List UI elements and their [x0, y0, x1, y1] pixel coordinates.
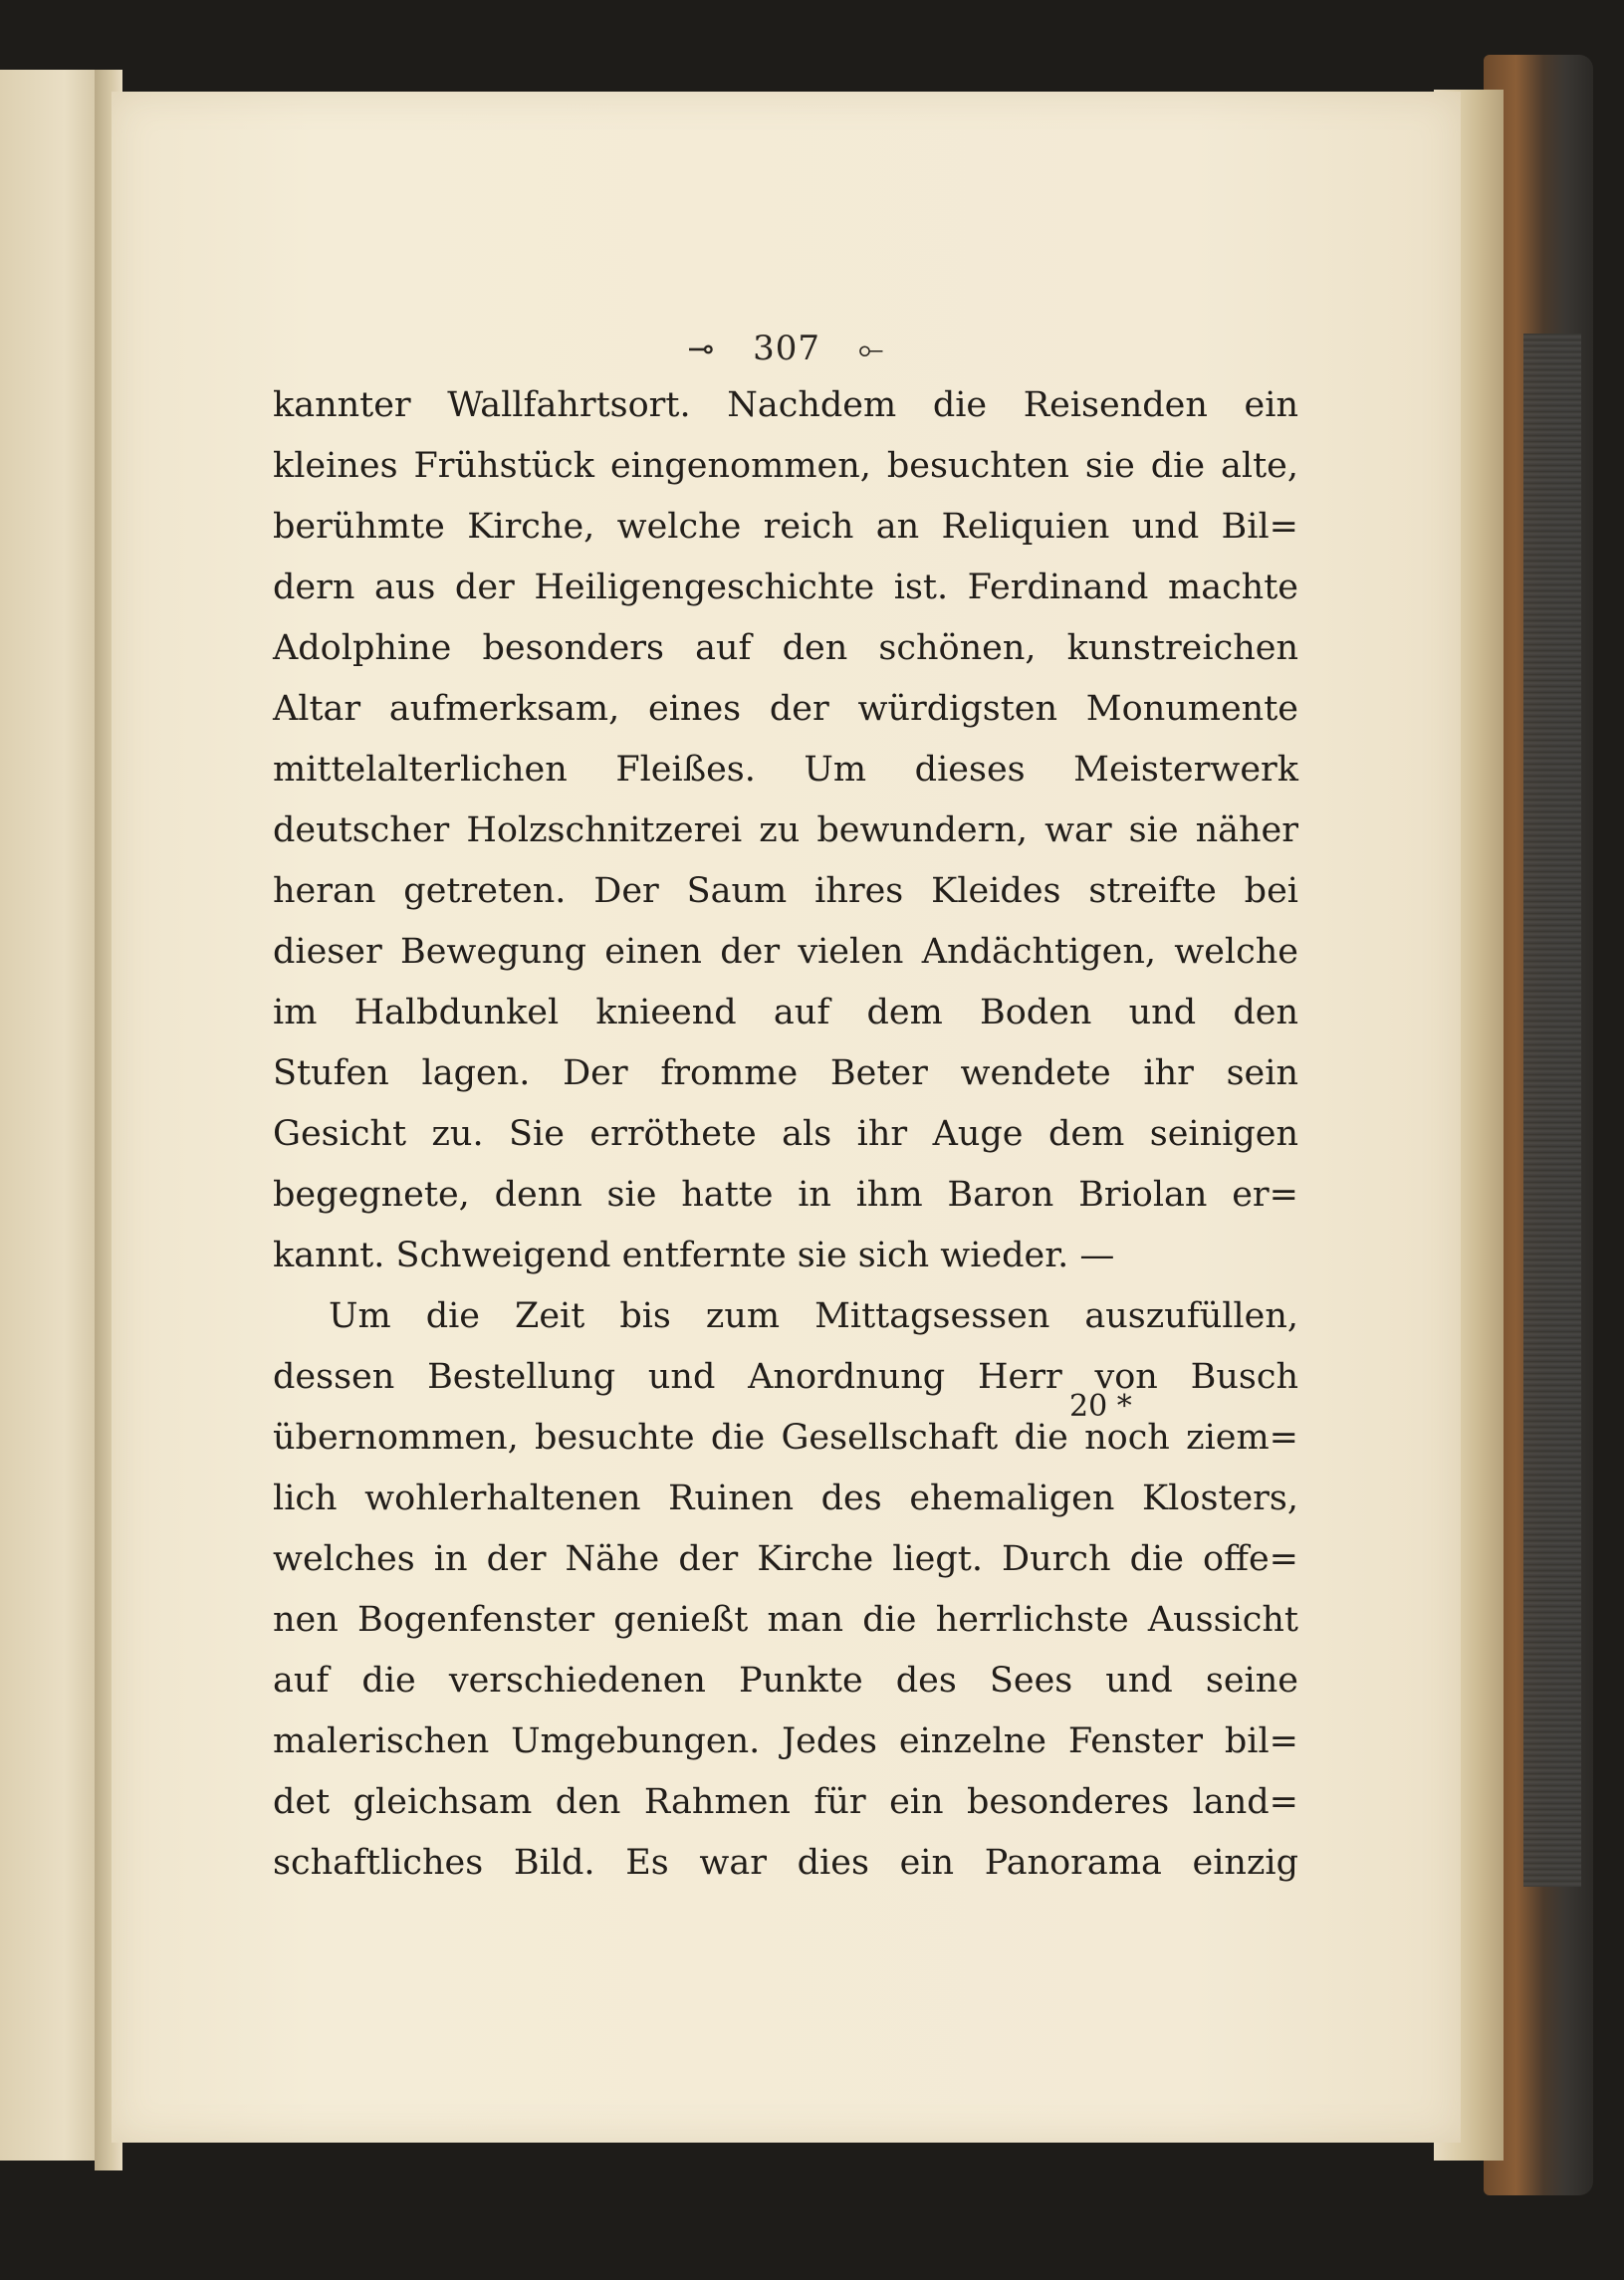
signature-mark: 20 * — [1069, 1389, 1132, 1424]
text-line: mittelalterlichen Fleißes. Um dieses Meisterwerk — [273, 750, 1298, 790]
text-line: dern aus der Heiligengeschichte ist. Ferdinand machte — [273, 568, 1298, 607]
text-line: deutscher Holzschnitzerei zu bewundern, war sie näher — [273, 810, 1298, 850]
text-line: kannt. Schweigend entfernte sie sich wieder. — — [273, 1236, 1115, 1275]
text-line: welches in der Nähe der Kirche liegt. Durch die offe= — [273, 1539, 1298, 1579]
page-number: 307 — [753, 329, 821, 368]
right-ornament-icon: ⟜ — [857, 330, 885, 367]
paragraph-2 — [273, 1286, 1298, 1894]
text-line: dessen Bestellung und Anordnung Herr von Busch — [273, 1357, 1298, 1397]
book-page — [112, 92, 1461, 2143]
text-line: berühmte Kirche, welche reich an Reliquien und Bil= — [273, 507, 1298, 547]
text-line: übernommen, besuchte die Gesellschaft die noch ziem= — [273, 1418, 1298, 1458]
text-line: Um die Zeit bis zum Mittagsessen auszufüllen, — [329, 1296, 1298, 1336]
cover-cloth — [1523, 334, 1581, 1887]
page-body — [273, 375, 1298, 1894]
text-line: kleines Frühstück eingenommen, besuchten sie die alte, — [273, 446, 1298, 486]
text-line: nen Bogenfenster genießt man die herrlichste Aussicht — [273, 1600, 1298, 1640]
text-line: heran getreten. Der Saum ihres Kleides streifte bei — [273, 871, 1298, 911]
text-line: dieser Bewegung einen der vielen Andächtigen, welche — [273, 932, 1298, 972]
text-line: auf die verschiedenen Punkte des Sees und seine — [273, 1661, 1298, 1701]
text-line: lich wohlerhaltenen Ruinen des ehemaligen Klosters, — [273, 1479, 1298, 1518]
text-line: schaftliches Bild. Es war dies ein Panorama einzig — [273, 1843, 1298, 1883]
text-line: Stufen lagen. Der fromme Beter wendete ihr sein — [273, 1053, 1298, 1093]
previous-page-edge — [0, 70, 108, 2161]
text-line: Altar aufmerksam, eines der würdigsten Monumente — [273, 689, 1298, 729]
left-ornament-icon: ⊸ — [687, 330, 716, 367]
paragraph-1 — [273, 375, 1298, 1286]
text-line: malerischen Umgebungen. Jedes einzelne Fenster bil= — [273, 1721, 1298, 1761]
text-line: det gleichsam den Rahmen für ein besonderes land= — [273, 1782, 1298, 1822]
text-line: Gesicht zu. Sie erröthete als ihr Auge dem seinigen — [273, 1114, 1298, 1154]
text-line: im Halbdunkel knieend auf dem Boden und den — [273, 993, 1298, 1032]
text-line: Adolphine besonders auf den schönen, kunstreichen — [273, 628, 1298, 668]
text-line: begegnete, denn sie hatte in ihm Baron Briolan er= — [273, 1175, 1298, 1215]
page-header — [112, 329, 1461, 368]
text-line: kannter Wallfahrtsort. Nachdem die Reisenden ein — [273, 385, 1298, 425]
